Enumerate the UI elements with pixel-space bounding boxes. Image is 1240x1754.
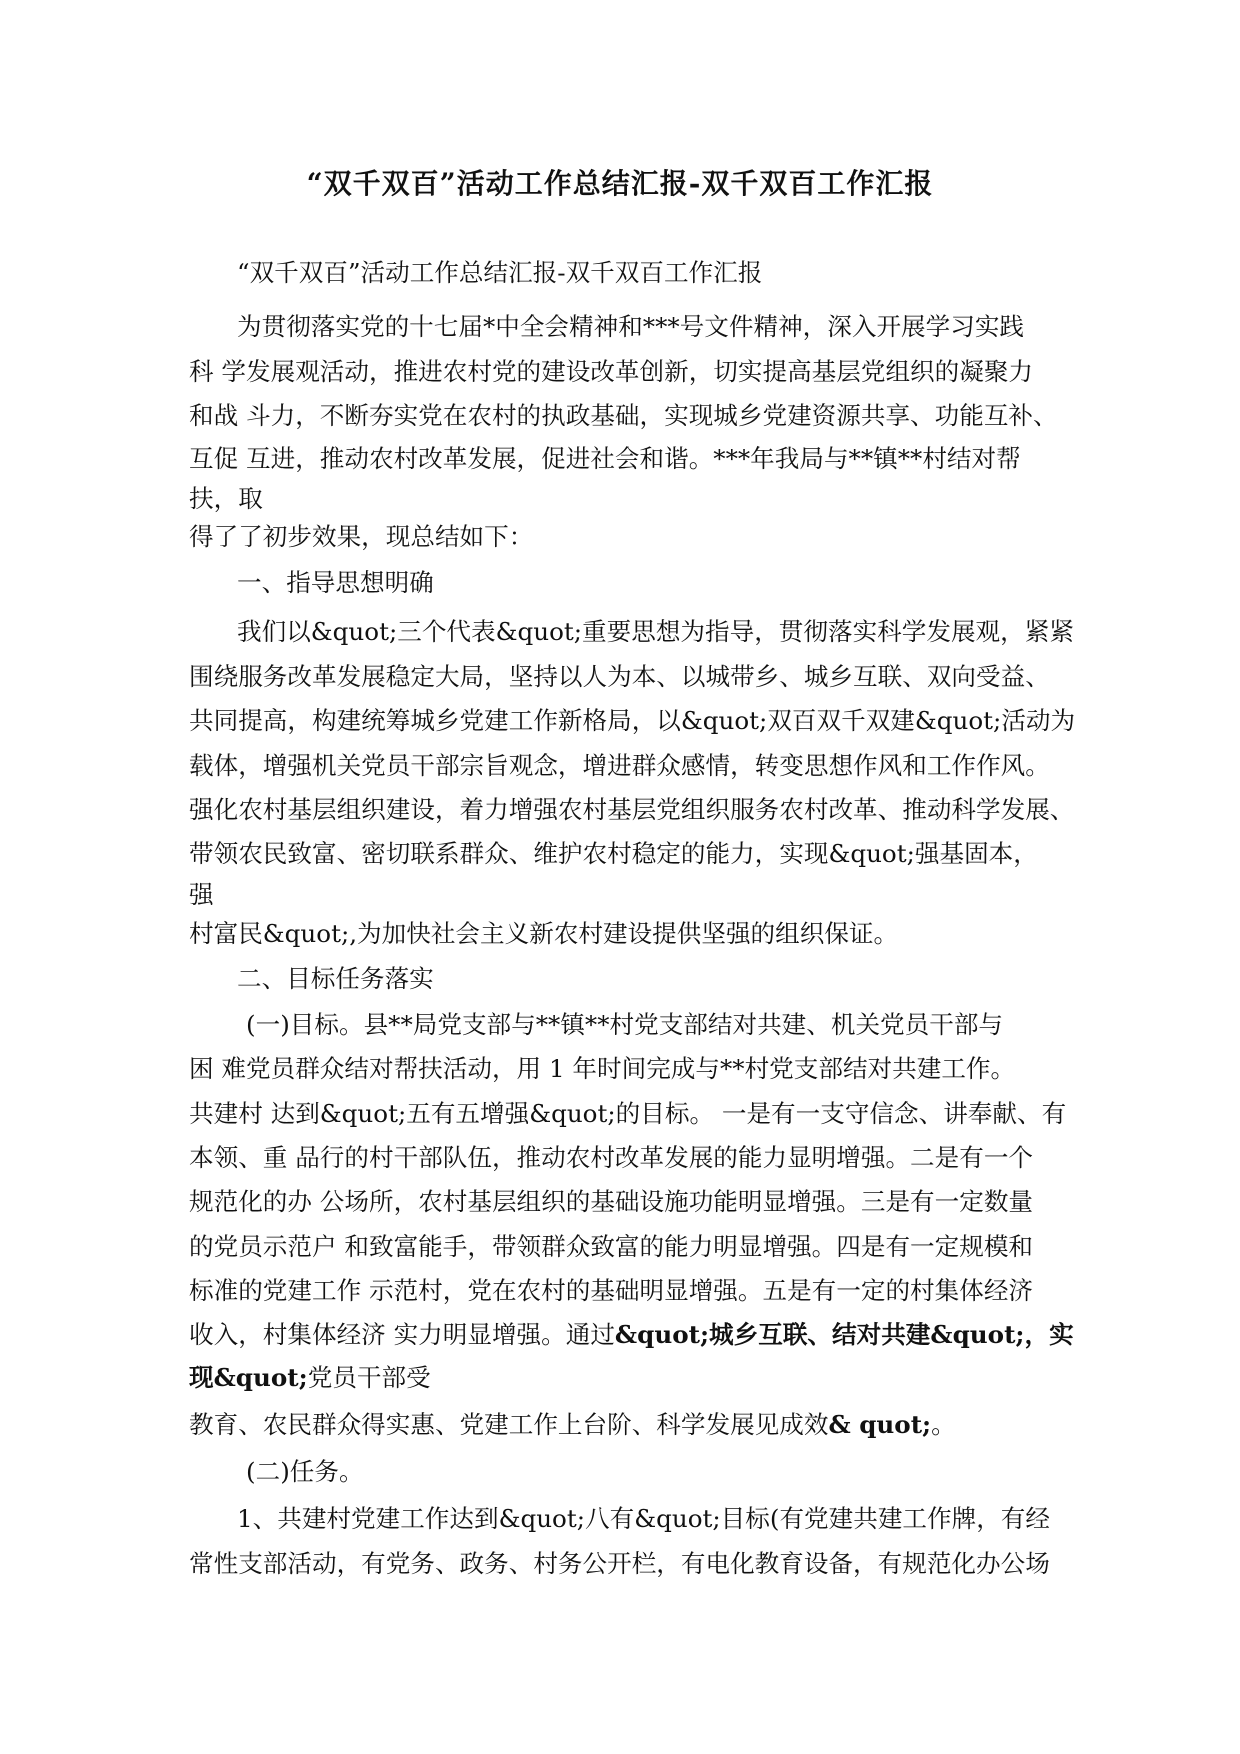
text-line: 共建村 达到&quot;五有五增强&quot;的目标。 一是有一支守信念、讲奉献、有: [189, 1099, 1067, 1128]
section-heading: 一、指导思想明确: [237, 568, 434, 597]
section-heading: 二、目标任务落实: [237, 964, 434, 993]
text-line: 强: [189, 880, 214, 909]
bold-text-segment: &quot;城乡互联、结对共建&quot;，实: [614, 1320, 1074, 1349]
text-line: 困 难党员群众结对帮扶活动，用 1 年时间完成与**村党支部结对共建工作。: [189, 1054, 1016, 1083]
text-line: 我们以&quot;三个代表&quot;重要思想为指导，贯彻落实科学发展观，紧紧: [237, 617, 1074, 646]
text-line: 扶，取: [189, 484, 263, 513]
text-line: 的党员示范户 和致富能手，带领群众致富的能力明显增强。四是有一定规模和: [189, 1232, 1034, 1261]
text-line: 规范化的办 公场所，农村基层组织的基础设施功能明显增强。三是有一定数量: [189, 1187, 1034, 1216]
text-line: 科 学发展观活动，推进农村党的建设改革创新，切实提高基层党组织的凝聚力: [189, 357, 1034, 386]
text-line: 为贯彻落实党的十七届*中全会精神和***号文件精神，深入开展学习实践: [237, 312, 1025, 341]
text-segment: 教育、农民群众得实惠、党建工作上台阶、科学发展见成效: [189, 1410, 829, 1439]
text-line: 和战 斗力，不断夯实党在农村的执政基础，实现城乡党建资源共享、功能互补、: [189, 401, 1058, 430]
text-line: 强化农村基层组织建设，着力增强农村基层党组织服务农村改革、推动科学发展、: [189, 795, 1075, 824]
bold-text-segment: & quot;: [828, 1410, 932, 1439]
text-line: 常性支部活动，有党务、政务、村务公开栏，有电化教育设备，有规范化办公场: [189, 1549, 1050, 1578]
text-line: 互促 互进，推动农村改革发展，促进社会和谐。***年我局与**镇**村结对帮: [189, 444, 1021, 473]
text-line: (一)目标。县**局党支部与**镇**村党支部结对共建、机关党员干部与: [246, 1010, 1004, 1039]
text-line: [189, 1318, 1074, 1352]
text-line: 围绕服务改革发展稳定大局，坚持以人为本、以城带乡、城乡互联、双向受益、: [189, 662, 1050, 691]
text-line: 得了了初步效果，现总结如下：: [189, 522, 534, 551]
text-segment: 党员干部受: [307, 1363, 431, 1392]
text-line: 村富民&quot;,为加快社会主义新农村建设提供坚强的组织保证。: [189, 919, 899, 948]
bold-text-segment: 现&quot;: [189, 1363, 308, 1392]
text-line: [189, 1408, 956, 1442]
text-line: 带领农民致富、密切联系群众、维护农村稳定的能力，实现&quot;强基固本，: [189, 839, 1038, 868]
text-line: 本领、重 品行的村干部队伍，推动农村改革发展的能力显明增强。二是有一个: [189, 1143, 1034, 1172]
document-title: “双千双百”活动工作总结汇报-双千双百工作汇报: [306, 167, 934, 200]
text-line: 1、共建村党建工作达到&quot;八有&quot;目标(有党建共建工作牌，有经: [237, 1504, 1050, 1533]
section-heading: (二)任务。: [246, 1457, 364, 1486]
text-line: 标准的党建工作 示范村，党在农村的基础明显增强。五是有一定的村集体经济: [189, 1276, 1034, 1305]
text-line: 共同提高，构建统筹城乡党建工作新格局，以&quot;双百双千双建&quot;活动为: [189, 706, 1076, 735]
text-segment: 收入，村集体经济 实力明显增强。通过: [189, 1320, 615, 1349]
text-line: [189, 1361, 431, 1395]
text-segment: 。: [931, 1410, 956, 1439]
text-line: 载体，增强机关党员干部宗旨观念，增进群众感情，转变思想作风和工作作风。: [189, 751, 1050, 780]
text-line: “双千双百”活动工作总结汇报-双千双百工作汇报: [237, 258, 763, 287]
